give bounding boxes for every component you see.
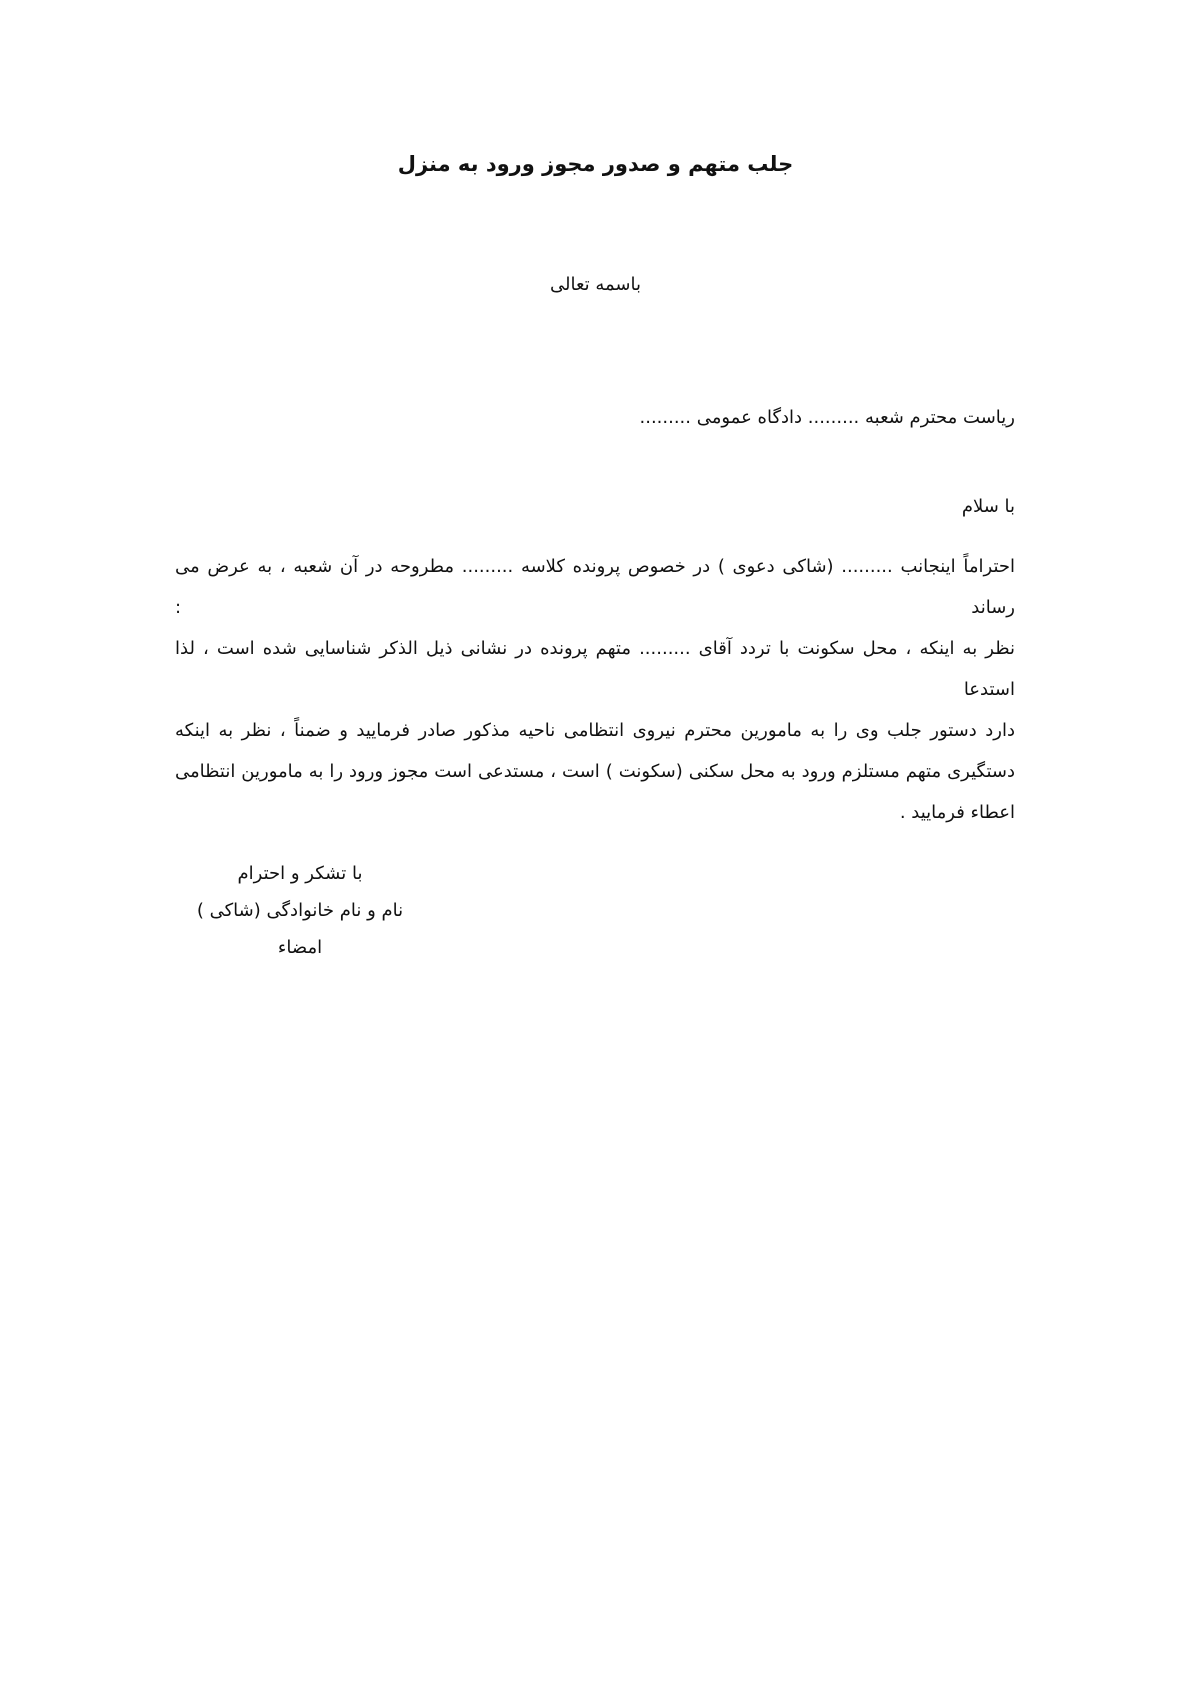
closing-line: با تشکر و احترام: [237, 863, 363, 884]
body-line: احتراماً اینجانب ......... (شاکی دعوی ) در خصوص پرونده کلاسه ......... مطروحه در آن شعبه ، به عرض می رساند :: [175, 556, 1015, 618]
document-title: جلب متهم و صدور مجوز ورود به منزل: [397, 152, 794, 176]
petition-body: [175, 546, 1015, 833]
body-line: دستگیری متهم مستلزم ورود به محل سکنی (سکونت ) است ، مستدعی است مجوز ورود را به مامورین انتظامی: [175, 761, 1015, 782]
signer-name-line: نام و نام خانوادگی (شاکی ): [196, 900, 404, 921]
body-line: دارد دستور جلب وی را به مامورین محترم نیروی انتظامی ناحیه مذکور صادر فرمایید و ضمناً ، نظر به اینکه: [175, 720, 1015, 741]
signature-label: امضاء: [277, 937, 323, 958]
signature-block: [170, 855, 430, 966]
recipient-line: ریاست محترم شعبه ......... دادگاه عمومی .........: [639, 407, 1015, 428]
body-line: اعطاء فرمایید .: [899, 802, 1015, 823]
body-line: نظر به اینکه ، محل سکونت با تردد آقای ......... متهم پرونده در نشانی ذیل الذکر شناسایی شده است ، لذا استدعا: [175, 638, 1015, 700]
greeting-line: با سلام: [961, 496, 1015, 517]
basmala-heading: باسمه تعالی: [549, 274, 642, 295]
